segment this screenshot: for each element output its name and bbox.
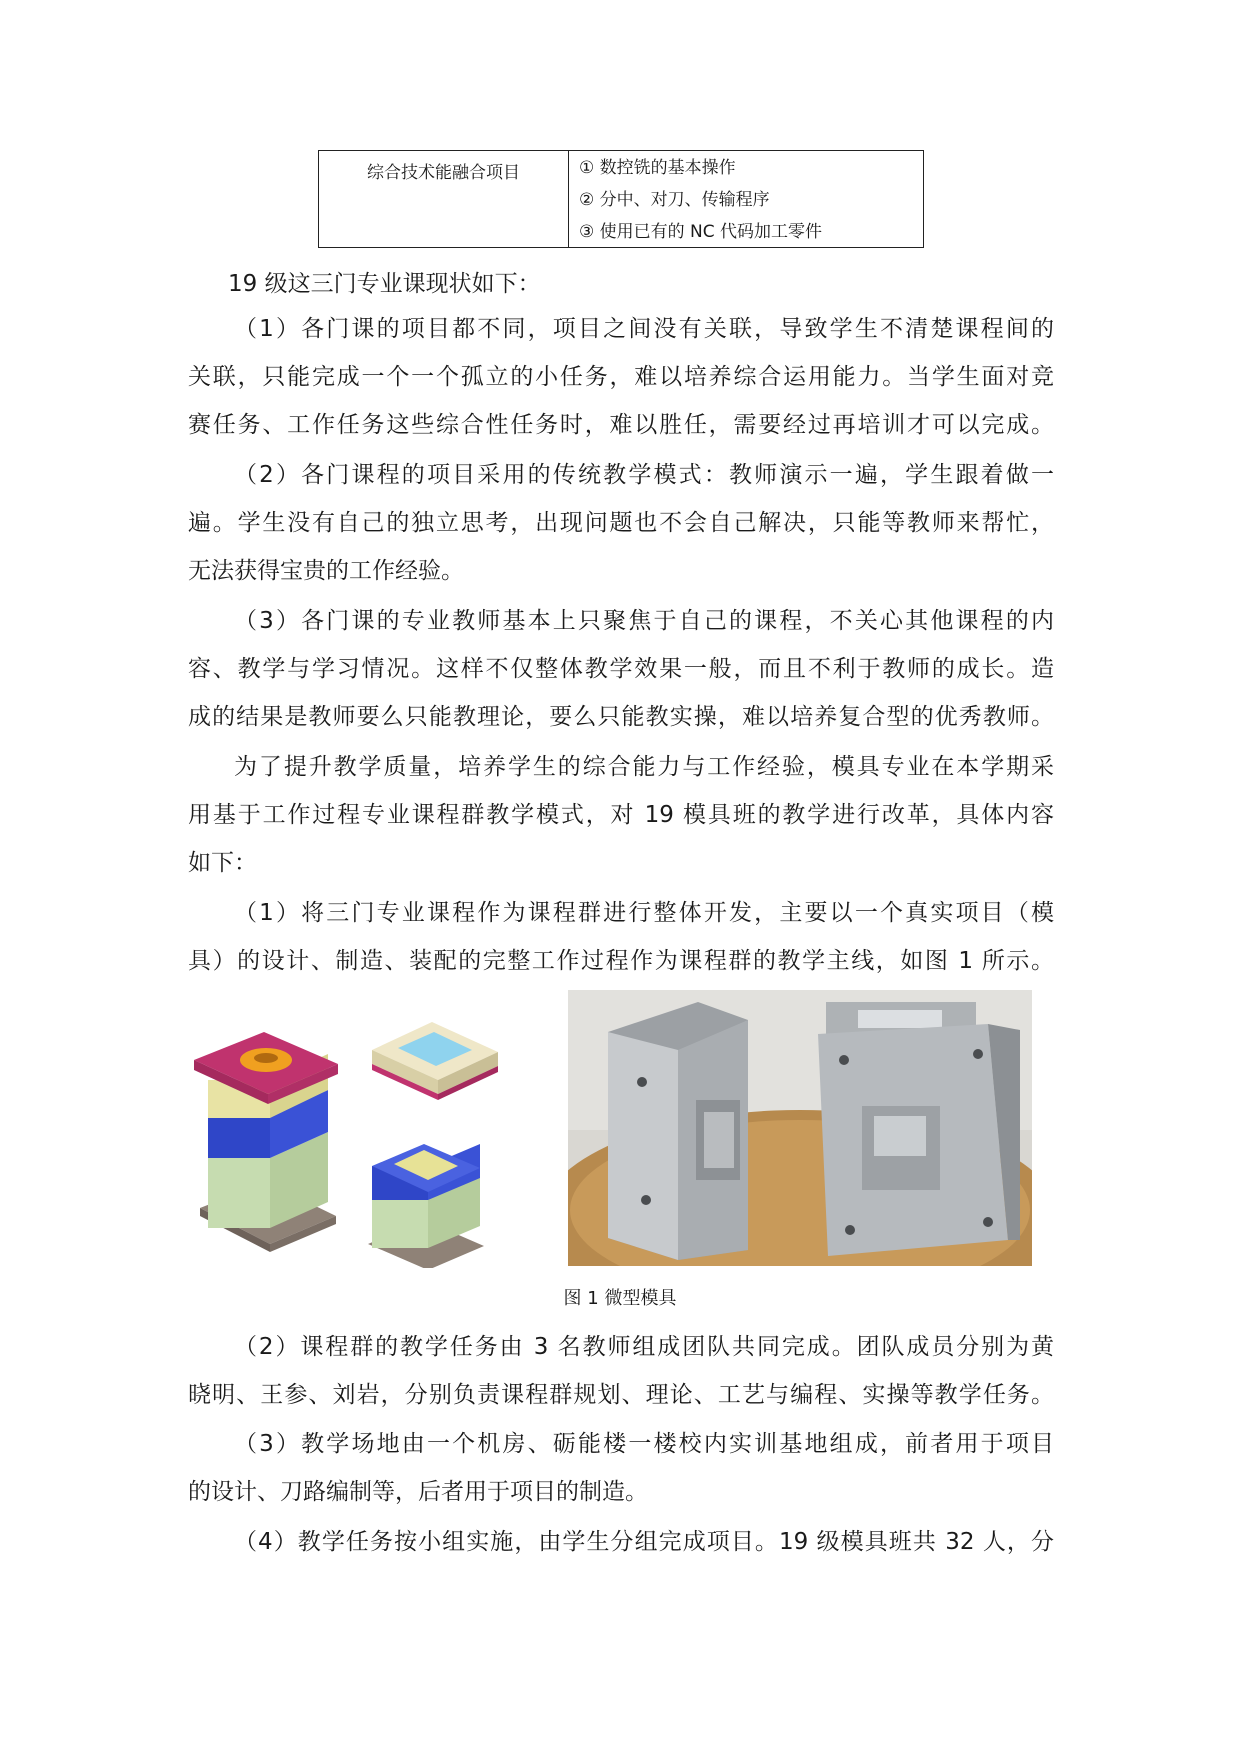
- text-line: （3）各门课的专业教师基本上只聚焦于自己的课程，不关心其他课程的内: [234, 608, 1054, 634]
- text-line: （3）教学场地由一个机房、砺能楼一楼校内实训基地组成，前者用于项目: [234, 1431, 1054, 1457]
- text-line: 如下：: [188, 850, 257, 876]
- left-mold-half: [608, 1002, 748, 1260]
- text-line: （1）各门课的项目都不同，项目之间没有关联，导致学生不清楚课程间的: [234, 316, 1054, 342]
- text-line: 无法获得宝贵的工作经验。: [188, 558, 464, 584]
- mold-assembly-small: [368, 1144, 484, 1268]
- text-line: 用基于工作过程专业课程群教学模式，对 19 模具班的教学进行改革，具体内容: [188, 802, 1054, 828]
- paragraph: [188, 1518, 1054, 1566]
- text-line: （2）课程群的教学任务由 3 名教师组成团队共同完成。团队成员分别为黄: [234, 1334, 1054, 1360]
- paragraph: [188, 260, 1054, 308]
- paragraph: [188, 451, 1054, 595]
- project-table: [318, 150, 924, 248]
- text-line: 容、教学与学习情况。这样不仅整体教学效果一般，而且不利于教师的成长。造: [188, 656, 1054, 682]
- text-line: 19 级这三门专业课现状如下：: [228, 271, 541, 297]
- paragraph: [188, 1323, 1054, 1419]
- text-line: 赛任务、工作任务这些综合性任务时，难以胜任，需要经过再培训才可以完成。: [188, 412, 1054, 438]
- figure-caption: 图 1 微型模具: [563, 1288, 677, 1309]
- table-item: ① 数控铣的基本操作: [579, 158, 736, 178]
- mold-assembly-large: [194, 1032, 338, 1252]
- paragraph: [188, 1420, 1054, 1516]
- cad-mold-render: [188, 1008, 538, 1268]
- text-line: 晓明、王参、刘岩，分别负责课程群规划、理论、工艺与编程、实操等教学任务。: [188, 1382, 1054, 1408]
- table-left-cell: 综合技术能融合项目: [319, 151, 569, 247]
- text-line: 成的结果是教师要么只能教理论，要么只能教实操，难以培养复合型的优秀教师。: [188, 704, 1054, 730]
- table-right-cell: [569, 151, 923, 247]
- paragraph: [188, 743, 1054, 887]
- table-item: ③ 使用已有的 NC 代码加工零件: [579, 222, 823, 242]
- table-item: ② 分中、对刀、传输程序: [579, 190, 770, 210]
- mold-photo: [568, 990, 1032, 1266]
- text-line: 为了提升教学质量，培养学生的综合能力与工作经验，模具专业在本学期采: [234, 754, 1054, 780]
- paragraph: [188, 597, 1054, 741]
- text-line: （1）将三门专业课程作为课程群进行整体开发，主要以一个真实项目（模: [234, 900, 1054, 926]
- text-line: 遍。学生没有自己的独立思考，出现问题也不会自己解决，只能等教师来帮忙，: [188, 510, 1054, 536]
- mold-plate-top: [372, 1022, 498, 1100]
- text-line: 关联，只能完成一个一个孤立的小任务，难以培养综合运用能力。当学生面对竞: [188, 364, 1054, 390]
- paragraph: [188, 889, 1054, 985]
- text-line: （4）教学任务按小组实施，由学生分组完成项目。19 级模具班共 32 人，分: [234, 1529, 1054, 1555]
- paragraph: [188, 305, 1054, 449]
- text-line: （2）各门课程的项目采用的传统教学模式：教师演示一遍，学生跟着做一: [234, 462, 1054, 488]
- text-line: 具）的设计、制造、装配的完整工作过程作为课程群的教学主线，如图 1 所示。: [188, 948, 1054, 974]
- text-line: 的设计、刀路编制等，后者用于项目的制造。: [188, 1479, 648, 1505]
- right-mold-half: [818, 1002, 1020, 1256]
